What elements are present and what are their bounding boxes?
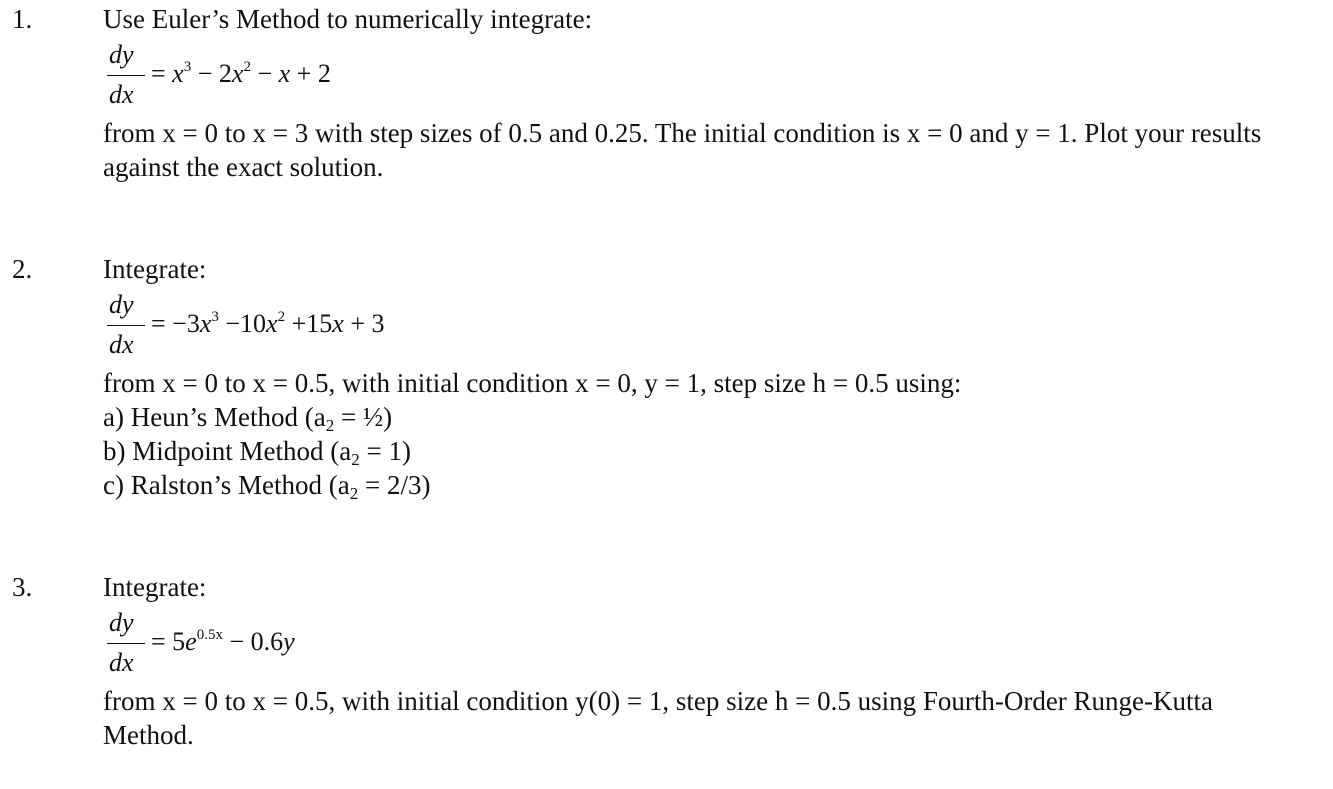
problem-number: 3. — [12, 572, 33, 602]
problem-intro: Use Euler’s Method to numerically integrate: — [103, 4, 593, 34]
method-item-ralston: c) Ralston’s Method $(a_2 = 2/3)$ — [103, 470, 431, 503]
fraction-numerator: dy — [109, 608, 134, 637]
problem-number: 1. — [12, 4, 33, 34]
problem-intro: Integrate: — [103, 254, 207, 284]
method-item-midpoint: b) Midpoint Method $(a_2 = 1)$ — [103, 436, 411, 469]
fraction-denominator: dx — [109, 330, 134, 359]
fraction-bar — [107, 325, 145, 326]
fraction-denominator: dx — [109, 648, 134, 677]
problem-text: from x = 0 to x = 3 with step sizes of 0.5 and 0.25. The initial condition is x = 0 and y = 1. Plot your results against the exact solution. — [103, 118, 1262, 182]
equation — [103, 290, 1303, 364]
equation — [103, 40, 1303, 114]
problem-content — [103, 570, 1303, 752]
problem-intro: Integrate: — [103, 572, 207, 602]
problem-content — [103, 252, 1303, 502]
fraction-bar — [107, 75, 145, 76]
problem-text: from x = 0 to x = 0.5, with initial condition x = 0, y = 1, step size h = 0.5 using: — [103, 368, 962, 398]
method-item-heun: a) Heun’s Method ($a_2$ = ½) — [103, 402, 393, 435]
equation-rhs: = $-3x^3 -10x^2 +15x + 3$ — [151, 309, 385, 338]
fraction-numerator: dy — [109, 290, 134, 319]
equation-rhs: = $x^3 - 2x^2 - x + 2$ — [151, 59, 331, 88]
equation — [103, 608, 1303, 682]
equation-rhs: = $5e^{0.5x} - 0.6y$ — [151, 627, 295, 656]
fraction-numerator: dy — [109, 40, 134, 69]
fraction-bar — [107, 643, 145, 644]
problem-number: 2. — [12, 254, 33, 284]
problem-content — [103, 2, 1303, 184]
problem-text: from x = 0 to x = 0.5, with initial condition y(0) = 1, step size h = 0.5 using Fourth-Order Runge-Kutta Method. — [103, 686, 1214, 750]
fraction-denominator: dx — [109, 80, 134, 109]
